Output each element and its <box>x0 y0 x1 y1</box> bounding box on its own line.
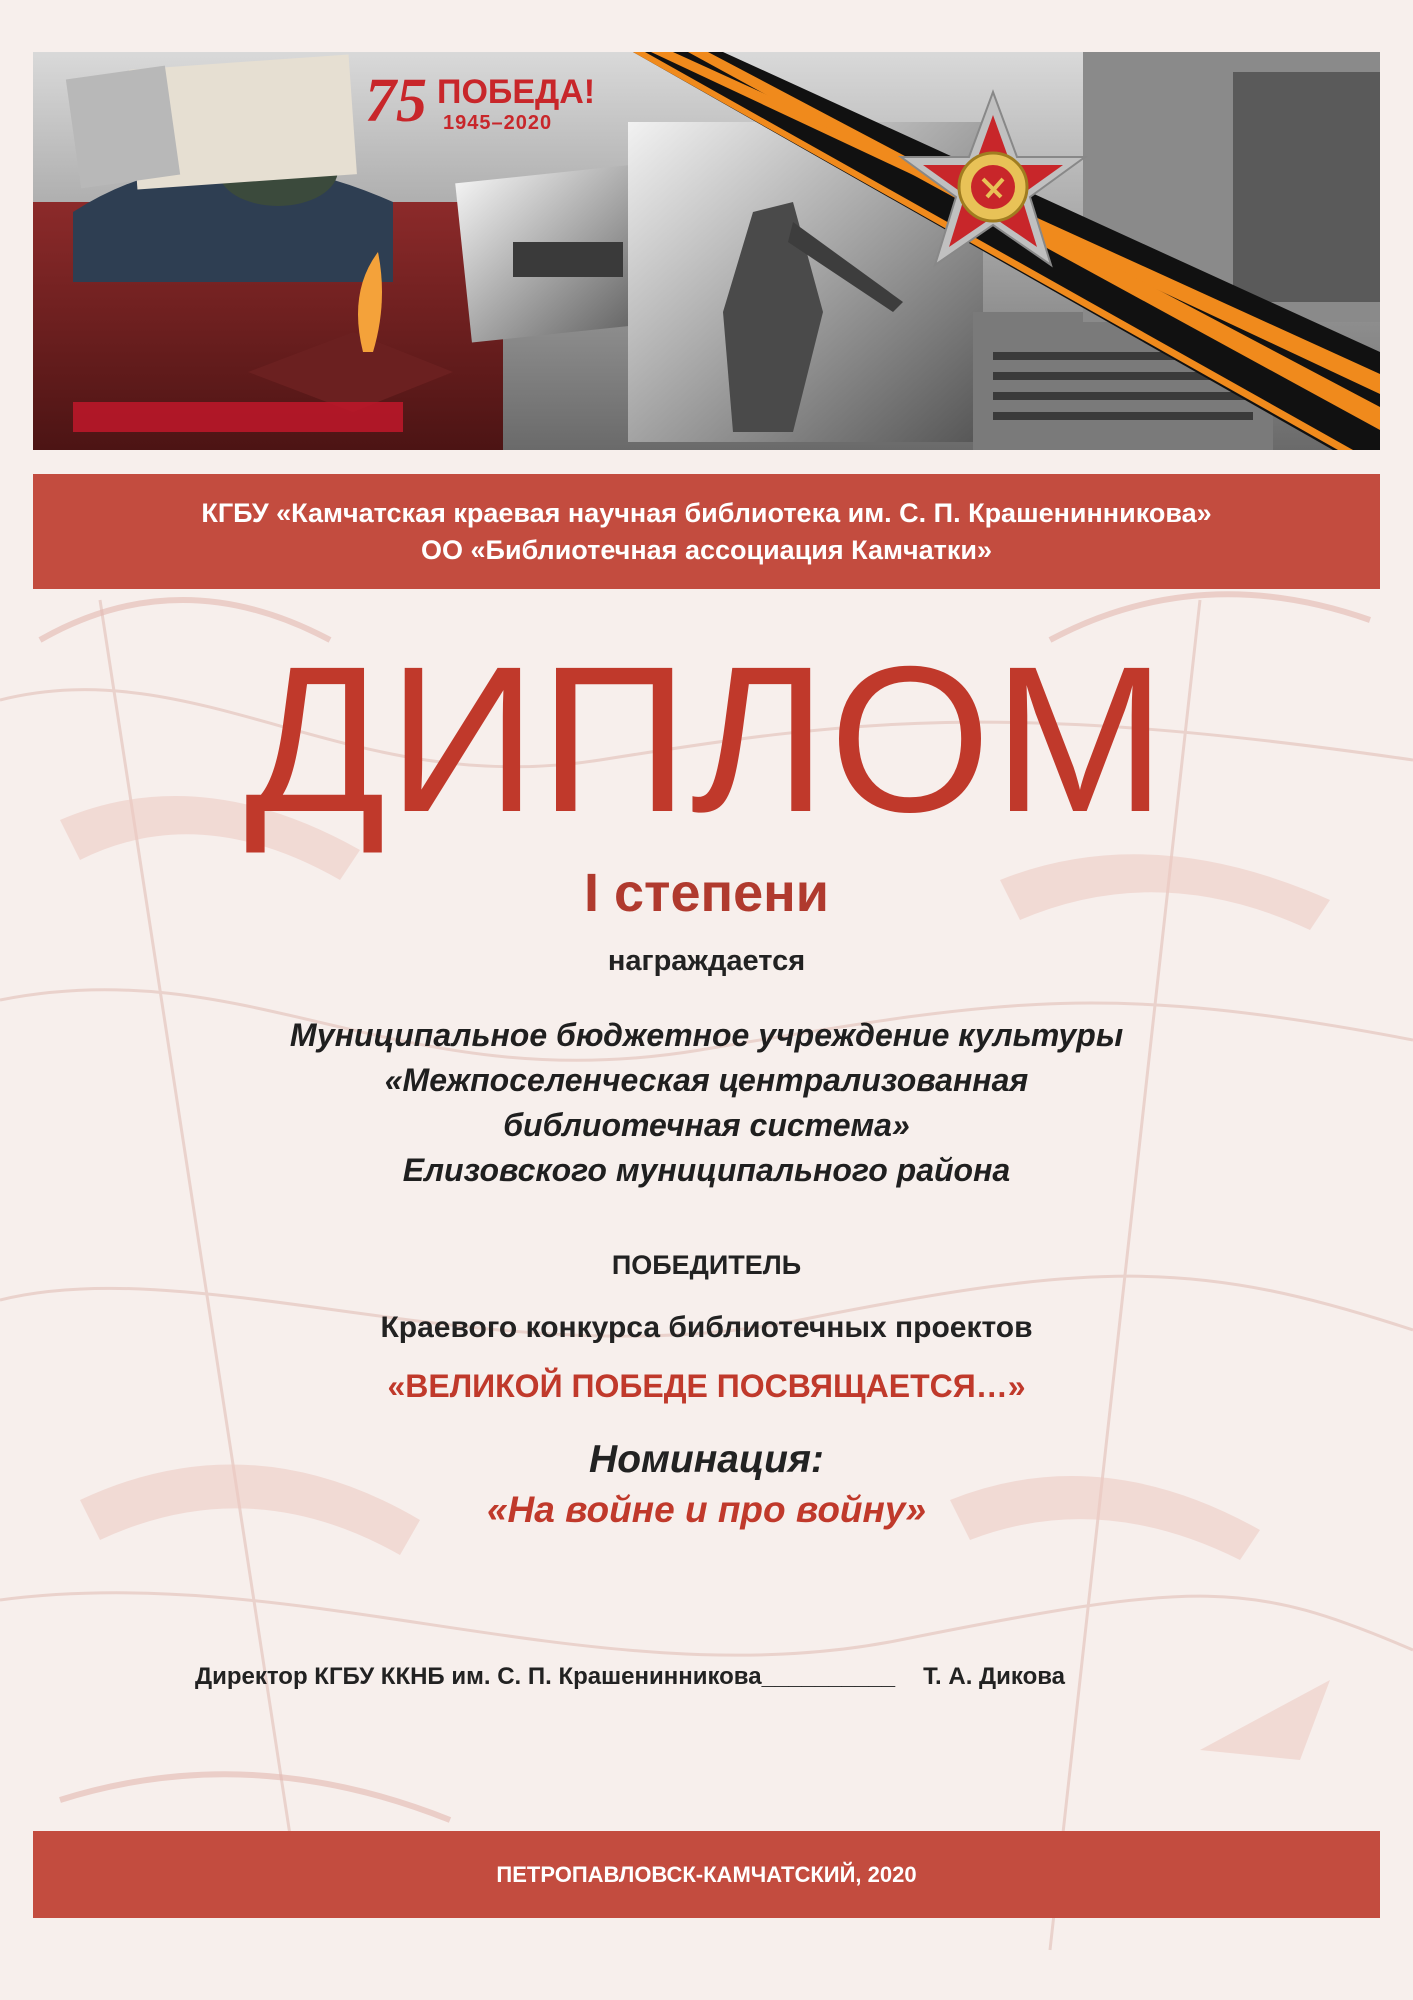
recipient-line: «Межпоселенческая централизованная <box>384 1062 1029 1098</box>
anniversary-logo <box>365 67 605 140</box>
organizations-band <box>33 474 1380 589</box>
org-line-library: КГБУ «Камчатская краевая научная библиотека им. С. П. Крашенинникова» <box>201 497 1212 528</box>
old-photo <box>66 66 180 189</box>
signatory-position: Директор КГБУ ККНБ им. С. П. Крашенинникова__________ <box>195 1663 896 1690</box>
flowers <box>73 402 403 432</box>
contest-description: Краевого конкурса библиотечных проектов <box>380 1311 1033 1344</box>
recipient-line: библиотечная система» <box>503 1107 910 1143</box>
signatory-name: Т. А. Дикова <box>923 1663 1066 1690</box>
nomination-value: «На войне и про войну» <box>486 1489 927 1530</box>
diploma-title: ДИПЛОМ <box>244 624 1169 856</box>
diploma-degree: I степени <box>584 863 829 923</box>
awarded-label: награждается <box>607 945 806 977</box>
footer-band <box>33 1831 1380 1918</box>
logo-word: ПОБЕДА! <box>437 73 596 111</box>
recipient-line: Елизовского муниципального района <box>402 1152 1011 1188</box>
contest-name: «ВЕЛИКОЙ ПОБЕДЕ ПОСВЯЩАЕТСЯ…» <box>387 1368 1026 1404</box>
soldiers-photo <box>1233 72 1380 302</box>
recipient-block <box>0 1013 1413 1193</box>
tank <box>513 242 623 277</box>
recipient-line: Муниципальное бюджетное учреждение культуры <box>289 1017 1124 1053</box>
header-photo-banner <box>33 52 1380 450</box>
logo-number: 75 <box>365 67 427 135</box>
banner-collage <box>33 52 1380 450</box>
nomination-label: Номинация: <box>589 1438 824 1481</box>
logo-years: 1945–2020 <box>443 112 553 134</box>
org-line-association: ОО «Библиотечная ассоциация Камчатки» <box>421 534 992 565</box>
winner-label: ПОБЕДИТЕЛЬ <box>611 1250 802 1280</box>
signature-line <box>195 1663 1065 1691</box>
footer-place-year: ПЕТРОПАВЛОВСК-КАМЧАТСКИЙ, 2020 <box>496 1861 917 1887</box>
